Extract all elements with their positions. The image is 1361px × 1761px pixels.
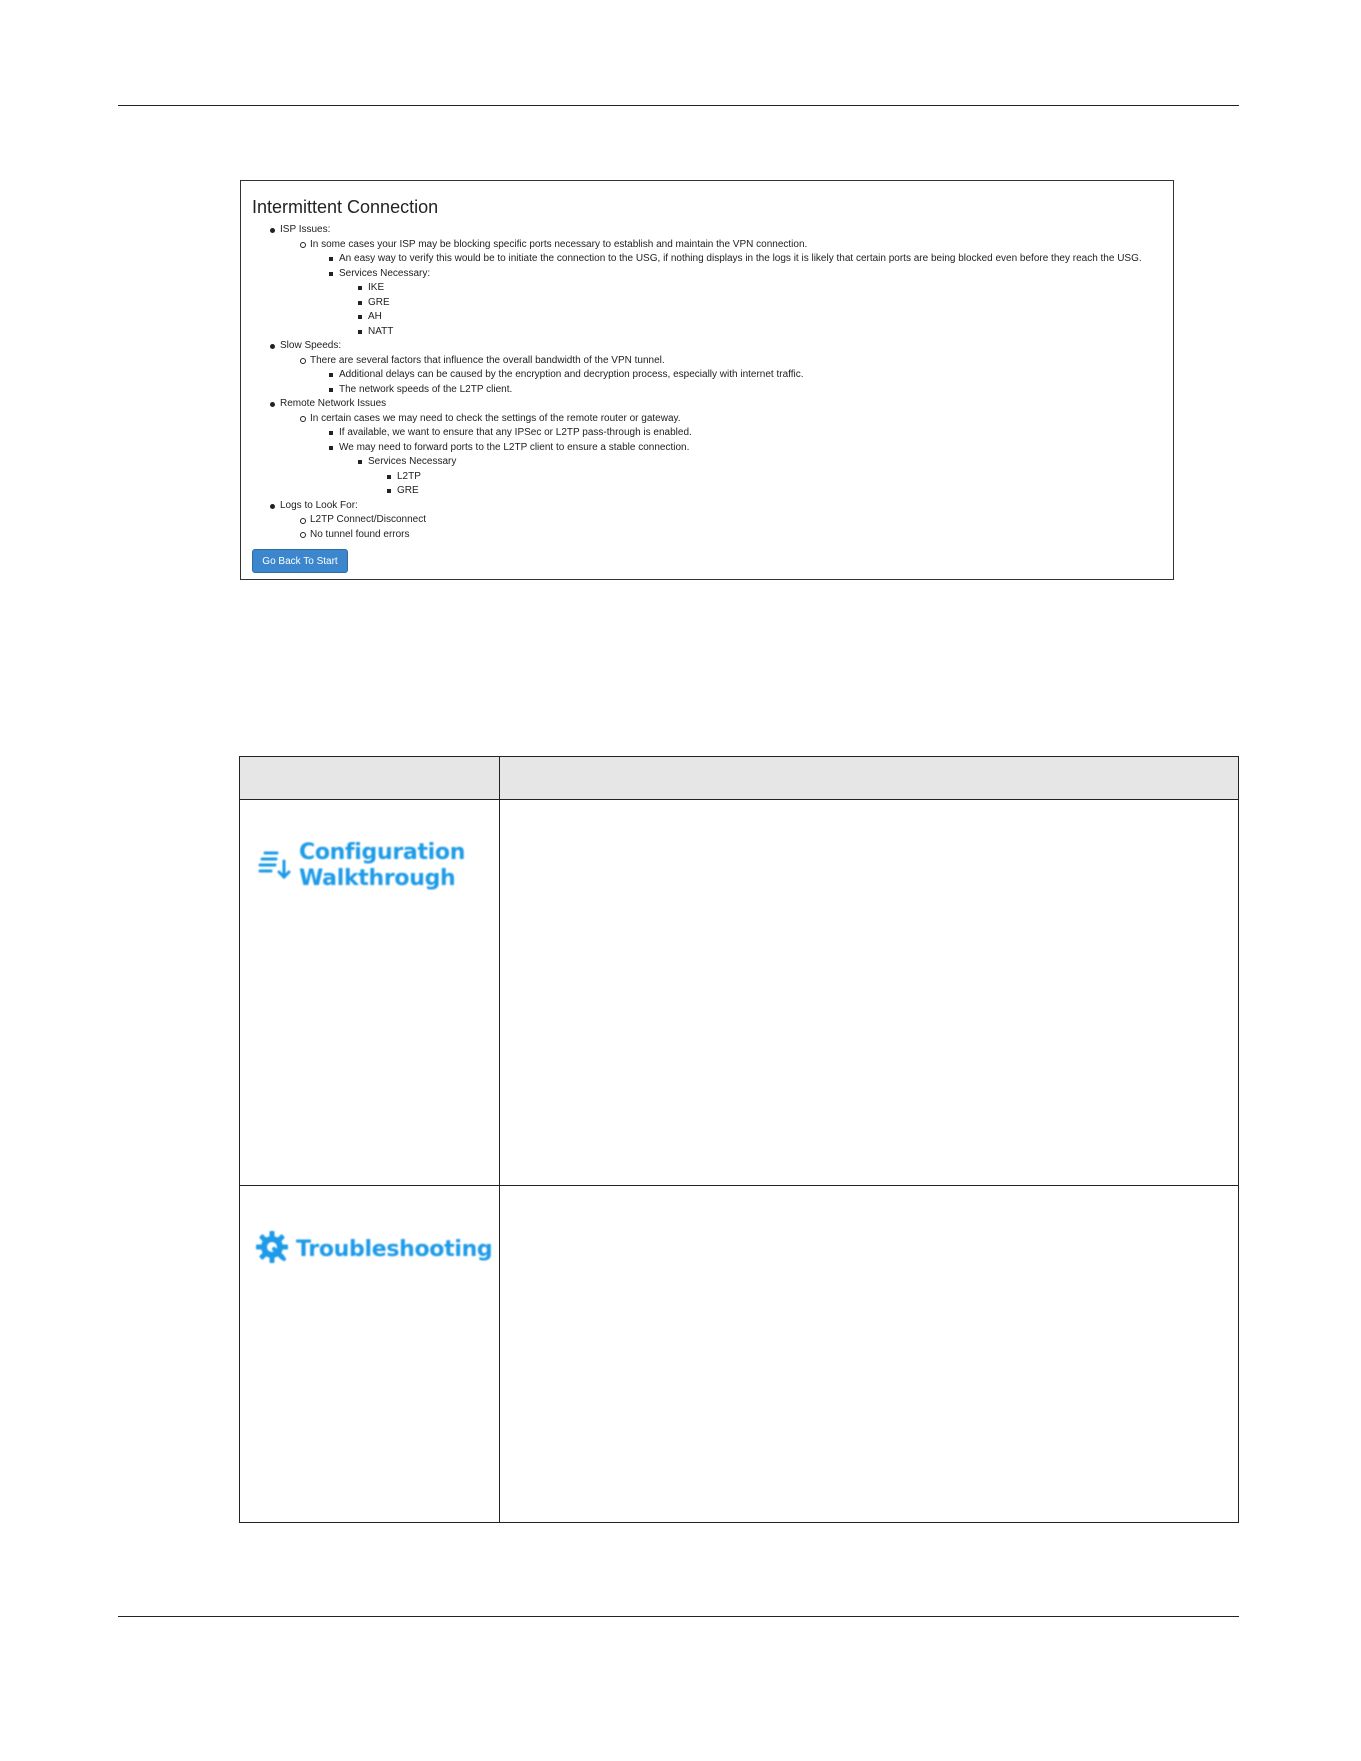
list-item [241,310,1173,325]
list-download-icon [257,847,291,886]
list-item [241,528,1173,543]
list-item-text: Remote Network Issues [280,398,387,409]
list-item [241,281,1173,296]
list-item-text: GRE [397,485,419,496]
list-item-text: In certain cases we may need to check the settings of the remote router or gateway. [310,412,681,424]
list-item-text: Additional delays can be caused by the encryption and decryption process, especially with internet traffic. [339,369,804,380]
list-item-text: NATT [368,325,394,337]
navigation-table [239,756,1239,1523]
gear-wrench-icon [254,1229,290,1270]
list-item [241,325,1173,340]
list-item-text: Slow Speeds: [280,340,342,351]
list-item [241,296,1173,311]
logo-line-2: Walkthrough [299,866,456,891]
header-rule [118,105,1239,106]
intermittent-connection-panel [240,180,1174,580]
list-item [241,470,1173,485]
list-item [241,252,1173,267]
list-item [241,455,1173,470]
list-item [241,513,1173,528]
footer-rule [118,1616,1239,1617]
list-item [241,223,1173,238]
list-item-text: AH [368,311,382,322]
troubleshooting-logo[interactable] [254,1229,492,1270]
panel-title: Intermittent Connection [252,197,439,217]
list-item [241,441,1173,456]
list-item-text: No tunnel found errors [310,528,410,540]
list-item-text: ISP Issues: [280,224,331,235]
list-item [241,383,1173,398]
go-back-to-start-button[interactable]: Go Back To Start [252,549,348,573]
list-item-text: GRE [368,296,390,308]
row-divider [240,1185,1238,1186]
configuration-walkthrough-logo[interactable] [257,840,465,892]
table-header-row [240,757,1238,800]
troubleshooting-list [241,223,1173,542]
logo-line-1: Configuration [299,840,466,865]
list-item [241,339,1173,354]
list-item [241,499,1173,514]
list-item-text: IKE [368,282,385,293]
list-item-text: L2TP [397,470,421,482]
list-item-text: An easy way to verify this would be to initiate the connection to the USG, if nothing displays in the logs it is likely that certain ports are being blocked even before they reach the USG. [339,253,1142,264]
list-item [241,426,1173,441]
column-divider [499,757,500,1522]
list-item [241,484,1173,499]
list-item-text: L2TP Connect/Disconnect [310,514,426,525]
list-item-text: If available, we want to ensure that any IPSec or L2TP pass-through is enabled. [339,427,692,438]
list-item-text: Services Necessary: [339,267,431,279]
logo-text: Troubleshooting [296,1237,493,1262]
list-item-text: We may need to forward ports to the L2TP client to ensure a stable connection. [339,441,690,453]
list-item [241,412,1173,427]
logo-text [299,840,465,892]
list-item [241,354,1173,369]
list-item-text: There are several factors that influence the overall bandwidth of the VPN tunnel. [310,354,665,366]
list-item-text: The network speeds of the L2TP client. [339,383,513,395]
list-item [241,397,1173,412]
list-item [241,238,1173,253]
list-item-text: Services Necessary [368,456,457,467]
list-item-text: In some cases your ISP may be blocking specific ports necessary to establish and maintain the VPN connection. [310,238,808,250]
list-item-text: Logs to Look For: [280,499,358,511]
list-item [241,267,1173,282]
list-item [241,368,1173,383]
